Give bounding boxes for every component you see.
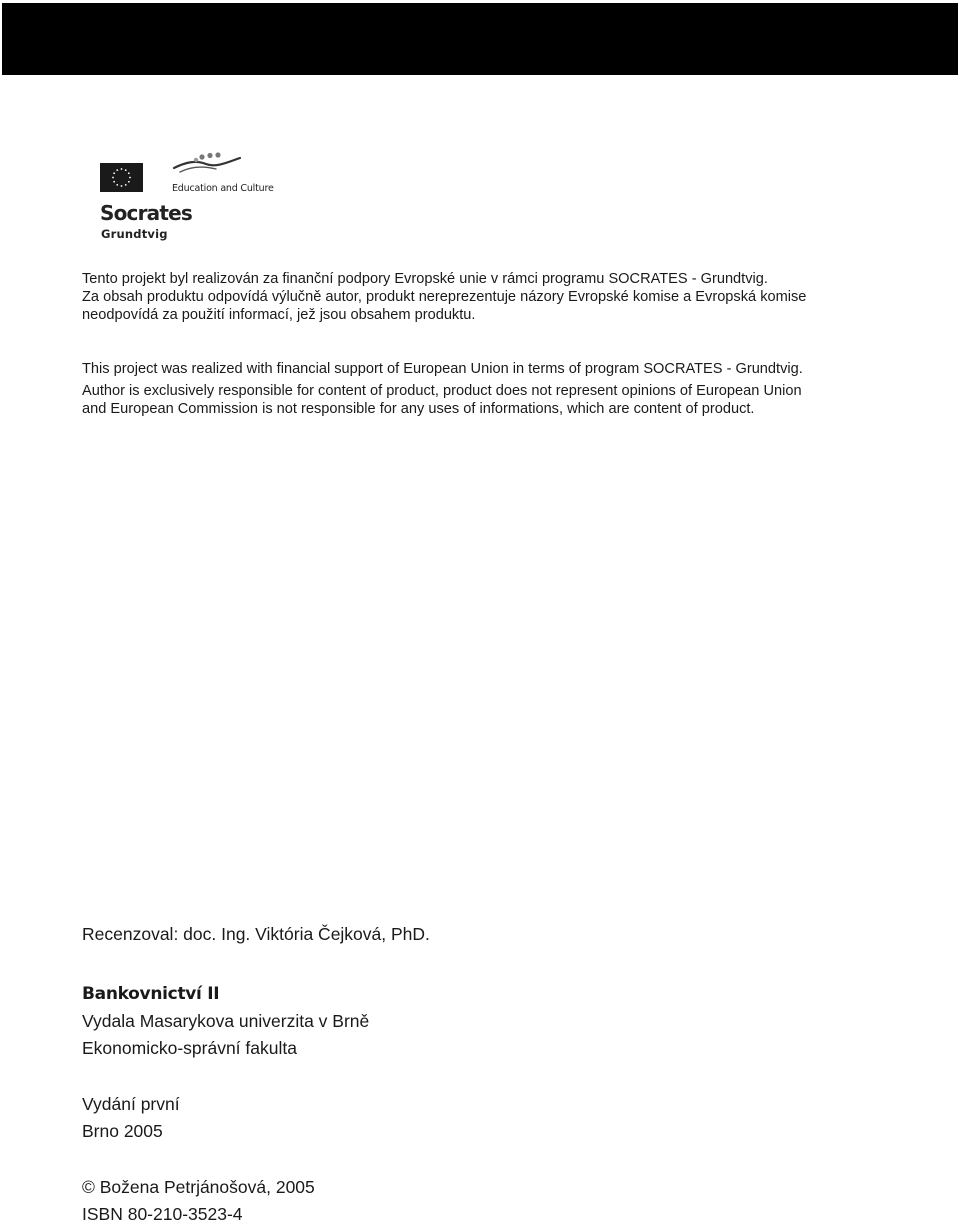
eu-star-icon: [125, 184, 127, 186]
socrates-grundtvig-logo: [100, 152, 280, 247]
grundtvig-label: Grundtvig: [101, 227, 168, 241]
book-title: Bankovnictví II: [82, 984, 220, 1004]
eu-star-icon: [113, 181, 115, 183]
isbn-line: ISBN 80-210-3523-4: [82, 1204, 243, 1224]
eu-star-icon: [125, 169, 127, 171]
copyright-line: © Božena Petrjánošová, 2005: [82, 1177, 315, 1197]
publisher-line: Vydala Masarykova univerzita v Brně: [82, 1011, 370, 1031]
eu-flag-icon: [100, 163, 143, 192]
faculty-line: Ekonomicko-správní fakulta: [82, 1038, 297, 1058]
disclaimer-english-line: Author is exclusively responsible for content of product, product does not represent opinions of European Union: [82, 383, 802, 399]
place-year-line: Brno 2005: [82, 1121, 163, 1141]
eu-star-icon: [129, 177, 131, 179]
disclaimer-czech-line: Tento projekt byl realizován za finanční podpory Evropské unie v rámci programu SOCRATES - Grundtvig.: [82, 271, 768, 287]
eu-star-icon: [121, 168, 123, 170]
eu-star-icon: [112, 177, 114, 179]
education-culture-label: Education and Culture: [172, 183, 274, 194]
edition-line: Vydání první: [82, 1094, 180, 1114]
disclaimer-czech: [82, 270, 882, 324]
disclaimer-czech-line: Za obsah produktu odpovídá výlučně autor, produkt nereprezentuje názory Evropské komise a Evropská komise: [82, 289, 807, 305]
reviewer-line: Recenzoval: doc. Ing. Viktória Čejková, PhD.: [82, 924, 430, 944]
socrates-label: Socrates: [100, 201, 192, 225]
eu-star-icon: [128, 172, 130, 174]
disclaimer-english-line: This project was realized with financial support of European Union in terms of program SOCRATES - Grundtvig.: [82, 361, 803, 377]
eu-star-icon: [121, 185, 123, 187]
top-black-bar: [2, 3, 958, 75]
eu-star-icon: [113, 172, 115, 174]
disclaimer-english: [82, 360, 882, 418]
eu-star-icon: [128, 181, 130, 183]
eu-star-icon: [116, 184, 118, 186]
education-culture-swoosh-icon: [172, 152, 244, 176]
disclaimer-czech-line: neodpovídá za použití informací, jež jsou obsahem produktu.: [82, 307, 476, 323]
disclaimer-english-line: and European Commission is not responsible for any uses of informations, which are content of product.: [82, 401, 755, 417]
eu-star-icon: [116, 169, 118, 171]
